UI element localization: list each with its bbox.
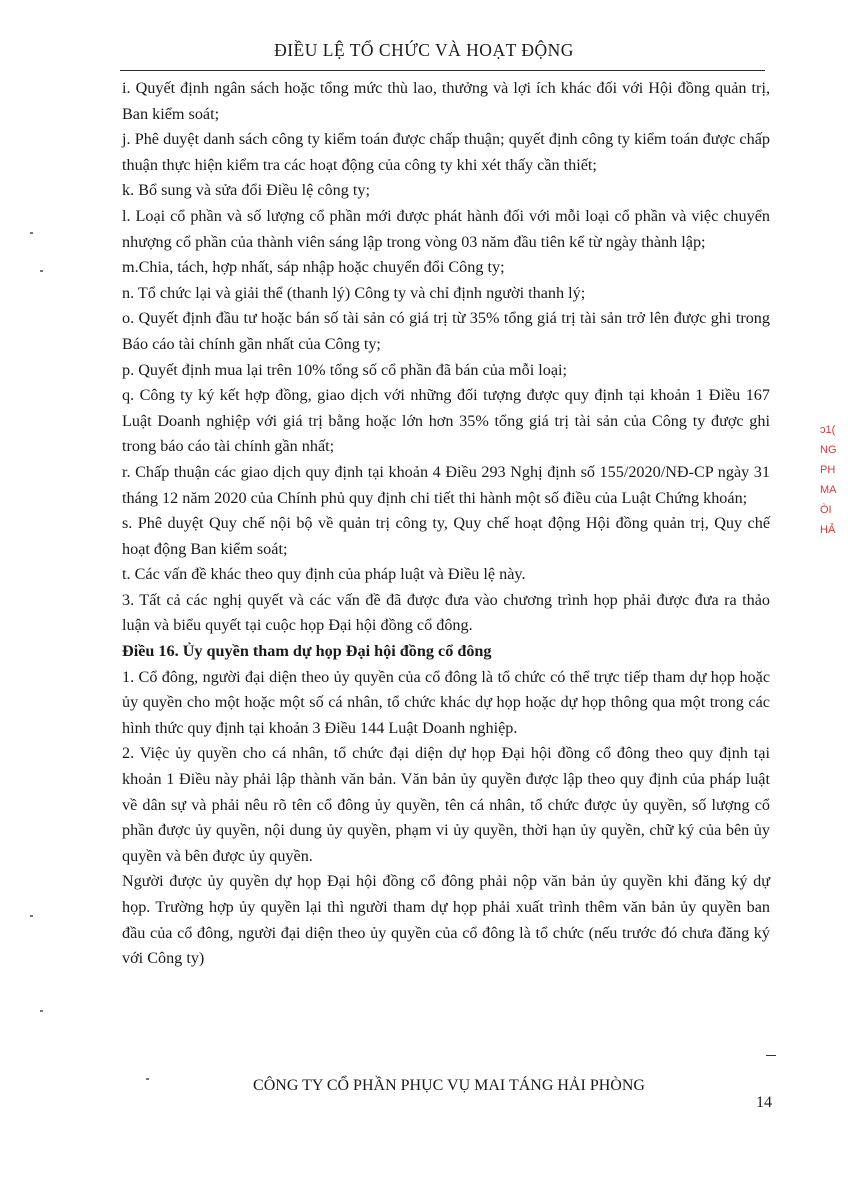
- body-paragraph: j. Phê duyệt danh sách công ty kiểm toán được chấp thuận; quyết định công ty kiểm toán được chấp thuận thực hiện kiểm tra các hoạt động của công ty khi xét thấy cần thiết;: [122, 130, 770, 174]
- stamp-fragment: ÒI: [820, 504, 832, 516]
- partial-seal-stamp: [820, 420, 848, 580]
- scan-speck: [40, 270, 43, 272]
- body-paragraph: o. Quyết định đầu tư hoặc bán số tài sản có giá trị từ 35% tổng giá trị tài sản trở lên được ghi trong Báo cáo tài chính gần nhất của Công ty;: [122, 309, 770, 353]
- section-heading: Điều 16. Ủy quyền tham dự họp Đại hội đồng cổ đông: [122, 642, 492, 661]
- footer-company-name: CÔNG TY CỔ PHẦN PHỤC VỤ MAI TÁNG HẢI PHÒNG: [253, 1077, 645, 1094]
- body-paragraph: l. Loại cổ phần và số lượng cổ phần mới được phát hành đối với mỗi loại cổ phần và việc chuyển nhượng cổ phần của thành viên sáng lập trong vòng 03 năm đầu tiên kể từ ngày thành lập;: [122, 206, 770, 251]
- body-paragraph: Người được ủy quyền dự họp Đại hội đồng cổ đông phải nộp văn bản ủy quyền khi đăng ký dự họp. Trường hợp ủy quyền lại thì người tham dự họp phải xuất trình thêm văn bản ủy quyền ban đầu của cổ đông, người đại diện theo ủy quyền của cổ đông là tổ chức (nếu trước đó chưa đăng ký với Công ty): [122, 872, 770, 968]
- body-paragraph: p. Quyết định mua lại trên 10% tổng số cổ phần đã bán của mỗi loại;: [122, 360, 568, 379]
- page-number: 14: [756, 1094, 772, 1111]
- stamp-fragment: HẢ: [820, 524, 836, 536]
- stamp-fragment: ɔ1(: [820, 424, 836, 436]
- document-header-title: ĐIỀU LỆ TỔ CHỨC VÀ HOẠT ĐỘNG: [274, 40, 574, 60]
- stamp-fragment: NG: [820, 444, 837, 456]
- body-paragraph: i. Quyết định ngân sách hoặc tổng mức thù lao, thưởng và lợi ích khác đối với Hội đồng quản trị, Ban kiểm soát;: [122, 79, 770, 123]
- stamp-fragment: PH: [820, 464, 836, 476]
- scan-speck: [30, 232, 33, 234]
- body-paragraph: 3. Tất cả các nghị quyết và các vấn đề đã được đưa vào chương trình họp phải được đưa ra thảo luận và biểu quyết tại cuộc họp Đại hội đồng cổ đông.: [122, 590, 770, 635]
- body-paragraph: m.Chia, tách, hợp nhất, sáp nhập hoặc chuyển đổi Công ty;: [122, 258, 505, 277]
- body-paragraph: n. Tổ chức lại và giải thể (thanh lý) Công ty và chỉ định người thanh lý;: [122, 283, 586, 302]
- header-divider: [120, 70, 765, 71]
- body-paragraph: q. Công ty ký kết hợp đồng, giao dịch với những đối tượng được quy định tại khoản 1 Điều 167 Luật Doanh nghiệp với giá trị bằng hoặc lớn hơn 35% tổng giá trị tài sản của Công ty được ghi trong báo cáo tài chính gần nhất;: [122, 386, 770, 456]
- body-paragraph: 1. Cổ đông, người đại diện theo ủy quyền của cổ đông là tổ chức có thể trực tiếp tham dự họp hoặc ủy quyền cho một hoặc một số cá nhân, tổ chức khác dự họp hoặc dự họp thông qua một trong các hình thức quy định tại khoản 3 Điều 144 Luật Doanh nghiệp.: [122, 667, 770, 737]
- body-paragraph: 2. Việc ủy quyền cho cá nhân, tổ chức đại diện dự họp Đại hội đồng cổ đông theo quy định tại khoản 1 Điều này phải lập thành văn bản. Văn bản ủy quyền được lập theo quy định của pháp luật về dân sự và phải nêu rõ tên cổ đông ủy quyền, tên cá nhân, tổ chức được ủy quyền, số lượng cổ phần được ủy quyền, nội dung ủy quyền, phạm vi ủy quyền, thời hạn ủy quyền, chữ ký của bên ủy quyền và bên được ủy quyền.: [122, 744, 770, 865]
- scan-speck: [146, 1078, 149, 1080]
- scan-speck: [30, 915, 33, 917]
- scan-speck: [40, 1010, 43, 1012]
- body-paragraph: k. Bổ sung và sửa đổi Điều lệ công ty;: [122, 181, 370, 200]
- body-paragraph: t. Các vấn đề khác theo quy định của pháp luật và Điều lệ này.: [122, 565, 526, 584]
- margin-dash: [766, 1055, 776, 1056]
- stamp-fragment: MA: [820, 484, 837, 496]
- document-body: [122, 76, 770, 972]
- body-paragraph: r. Chấp thuận các giao dịch quy định tại khoản 4 Điều 293 Nghị định số 155/2020/NĐ-CP ngày 31 tháng 12 năm 2020 của Chính phủ quy định chi tiết thi hành một số điều của Luật Chứng khoán;: [122, 462, 770, 507]
- body-paragraph: s. Phê duyệt Quy chế nội bộ về quản trị công ty, Quy chế hoạt động Hội đồng quản trị, Quy chế hoạt động Ban kiểm soát;: [122, 514, 770, 558]
